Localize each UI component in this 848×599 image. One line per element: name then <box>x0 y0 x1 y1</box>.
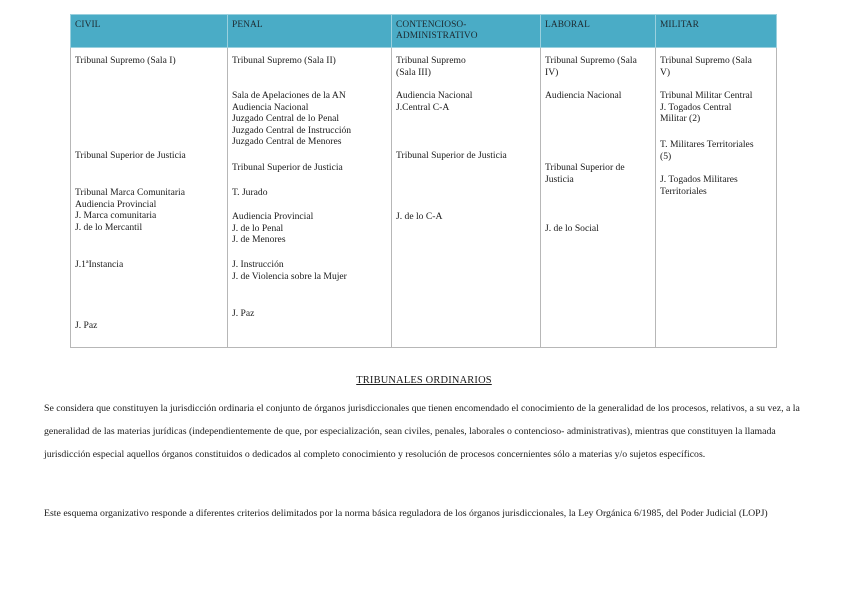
table-header-row <box>71 15 777 48</box>
court-entry: Tribunal Supremo (Sala V) <box>660 55 752 78</box>
court-entry: Tribunal Supremo (Sala I) <box>75 55 176 66</box>
court-entry: T. Jurado <box>232 187 268 198</box>
column-militar <box>656 48 777 348</box>
court-entry: Tribunal Superior de Justicia <box>396 150 507 161</box>
court-entry: J.1ªInstancia <box>75 259 124 270</box>
court-entry: Tribunal Marca Comunitaria Audiencia Provincial J. Marca comunitaria J. de lo Mercantil <box>75 187 185 233</box>
header-contencioso-administrativo: CONTENCIOSO- ADMINISTRATIVO <box>392 15 541 48</box>
court-entry: Tribunal Superior de Justicia <box>232 162 343 173</box>
table-body-row <box>71 48 777 348</box>
court-entry: J. de lo Social <box>545 223 599 234</box>
court-entry: Tribunal Supremo (Sala II) <box>232 55 336 66</box>
court-entry: Tribunal Militar Central J. Togados Central Militar (2) <box>660 90 753 124</box>
court-entry: Tribunal Superior de Justicia <box>545 162 625 185</box>
court-entry: Sala de Apelaciones de la AN Audiencia Nacional Juzgado Central de lo Penal Juzgado Central de Instrucción Juzgado Central de Menores <box>232 90 352 147</box>
court-entry: Audiencia Nacional <box>545 90 622 101</box>
header-civil: CIVIL <box>71 15 228 48</box>
column-contencioso-administrativo <box>392 48 541 348</box>
column-penal <box>228 48 392 348</box>
court-entry: Tribunal Supremo (Sala III) <box>396 55 466 78</box>
column-civil <box>71 48 228 348</box>
paragraph-esquema-organizativo: Este esquema organizativo responde a diferentes criterios delimitados por la norma básica reguladora de los órganos jurisdiccionales, la Ley Orgánica 6/1985, del Poder Judicial (LOPJ) <box>44 508 768 519</box>
paragraph-jurisdiccion-ordinaria: Se considera que constituyen la jurisdicción ordinaria el conjunto de órganos jurisdiccionales que tienen encomendado el conocimiento de la generalidad de los procesos, relativos, a su vez, a la generalidad de las materias jurídicas (independientemente de que, por especialización, sean civiles, penales, laborales o contencioso- administrativas), mientras que constituyen la llamada jurisdicción especial aquellos órganos constituidos o dedicados al completo conocimiento y resolución de procesos concernientes sólo a materias y/o sujetos específicos. <box>44 403 800 460</box>
court-entry: J. Paz <box>232 308 255 319</box>
header-militar: MILITAR <box>656 15 777 48</box>
section-title: TRIBUNALES ORDINARIOS <box>356 375 492 386</box>
courts-table <box>70 14 777 348</box>
court-entry: Audiencia Provincial J. de lo Penal J. de Menores <box>232 211 314 245</box>
court-entry: J. Togados Militares Territoriales <box>660 174 738 197</box>
court-entry: Tribunal Supremo (Sala IV) <box>545 55 637 78</box>
header-laboral: LABORAL <box>541 15 656 48</box>
court-entry: J. Paz <box>75 320 98 331</box>
court-entry: J. de lo C-A <box>396 211 443 222</box>
column-laboral <box>541 48 656 348</box>
header-penal: PENAL <box>228 15 392 48</box>
court-entry: Audiencia Nacional J.Central C-A <box>396 90 473 113</box>
court-entry: Tribunal Superior de Justicia <box>75 150 186 161</box>
court-entry: T. Militares Territoriales (5) <box>660 139 754 162</box>
court-entry: J. Instrucción J. de Violencia sobre la Mujer <box>232 259 347 282</box>
